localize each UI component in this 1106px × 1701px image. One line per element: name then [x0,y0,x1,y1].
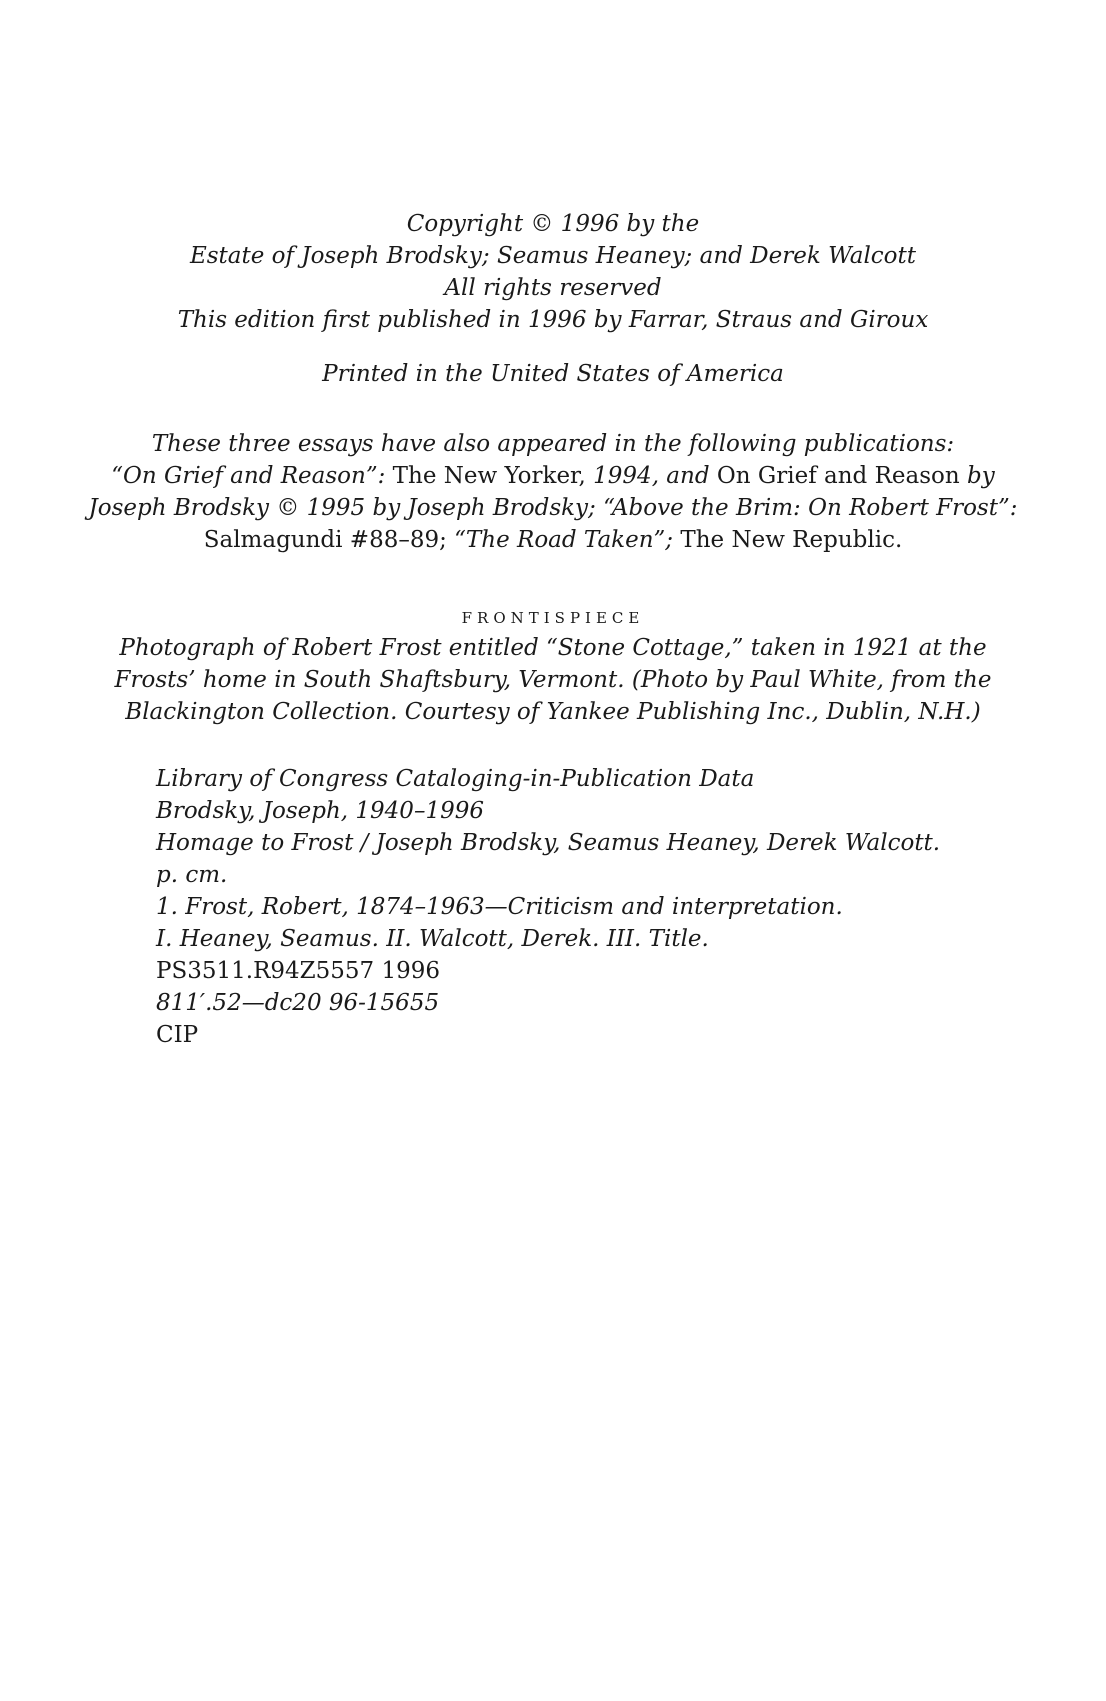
publications-line-4 [0,524,1106,556]
pub-title-3: “The Road Taken”; [454,527,681,553]
cip-dewey-number: 811′.52—dc20 96-15655 [156,990,440,1016]
pub-magazine-3: The New Republic. [680,527,903,553]
copyright-line: Copyright © 1996 by the [406,211,700,237]
cip-data-block [156,763,940,1051]
copyright-block [0,208,1106,336]
pub-magazine-1: The New Yorker, [392,463,594,489]
publications-line-3: Joseph Brodsky © 1995 by Joseph Brodsky; “Above the Brim: On Robert Frost”: [88,495,1018,521]
pub-book-title: On Grief and Reason [716,463,967,489]
printed-in: Printed in the United States of America [322,361,784,387]
pub-title-1: “On Grief and Reason”: [111,463,393,489]
cip-author: Brodsky, Joseph, 1940–1996 [156,798,484,824]
pub-year-1: 1994, and [593,463,717,489]
pub-magazine-2: Salmagundi #88–89; [203,527,455,553]
frontispiece-line: Photograph of Robert Frost entitled “Stone Cottage,” taken in 1921 at the [119,635,987,661]
cip-lc-number: PS3511.R94Z5557 1996 [156,958,441,984]
frontispiece-line: Frosts’ home in South Shaftsbury, Vermont. (Photo by Paul White, from the [114,667,992,693]
publications-line-2 [0,460,1106,492]
cip-label: CIP [156,1022,199,1048]
rights-reserved: All rights reserved [444,275,662,301]
cip-subject: 1. Frost, Robert, 1874–1963—Criticism and interpretation. [156,894,843,920]
copyright-holders: Estate of Joseph Brodsky; Seamus Heaney; and Derek Walcott [189,243,917,269]
first-edition-line: This edition first published in 1996 by Farrar, Straus and Giroux [177,307,929,333]
cip-added-entries: I. Heaney, Seamus. II. Walcott, Derek. III. Title. [156,926,709,952]
pub-by: by [967,463,995,489]
publications-intro: These three essays have also appeared in the following publications: [151,431,955,457]
cip-pagination: p. cm. [156,862,228,888]
cip-title: Homage to Frost / Joseph Brodsky, Seamus Heaney, Derek Walcott. [156,830,941,856]
cip-heading: Library of Congress Cataloging-in-Publication Data [156,766,755,792]
frontispiece-heading: FRONTISPIECE [461,609,645,627]
frontispiece-block [0,632,1106,728]
frontispiece-line: Blackington Collection. Courtesy of Yankee Publishing Inc., Dublin, N.H.) [125,699,981,725]
publications-block [0,428,1106,556]
printed-block [0,358,1106,390]
